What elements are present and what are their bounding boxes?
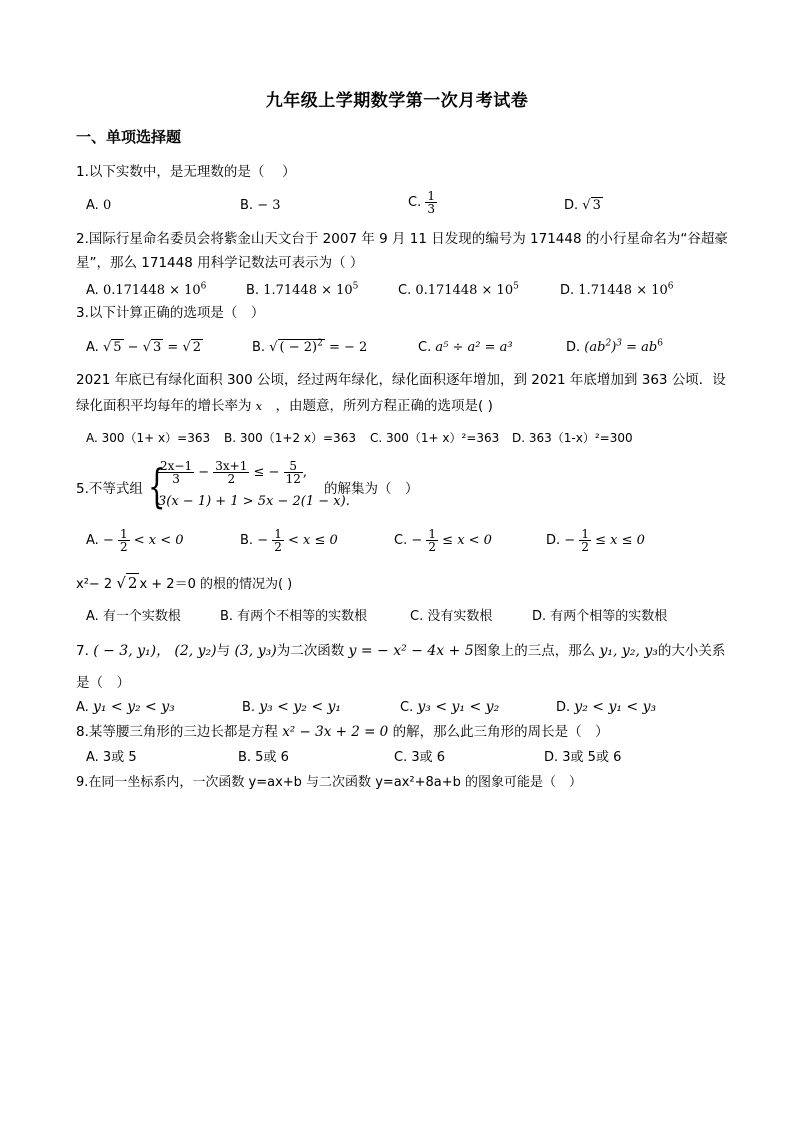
fraction: $\frac{1}{3}$: [427, 189, 435, 216]
q8-option-d[interactable]: D. 3或 5或 6: [544, 750, 622, 765]
question-5-stem-a: 5.不等式组: [76, 481, 143, 497]
q1-option-a[interactable]: A. 0: [86, 198, 112, 213]
section-heading: 一、单项选择题: [76, 128, 182, 146]
q7-option-b[interactable]: B. y₃ < y₂ < y₁: [242, 699, 342, 715]
q1-option-c[interactable]: C. $\frac{1}{3}$: [408, 189, 435, 216]
q3-option-b[interactable]: B. √ ( − 2)$^2$ = − 2: [252, 338, 368, 355]
q8-option-c[interactable]: C. 3或 6: [394, 750, 446, 765]
q7-option-a[interactable]: A. y₁ < y₂ < y₃: [76, 699, 175, 715]
q2-option-c[interactable]: C. $0.171448 \times 10^5$: [398, 281, 519, 298]
question-3-stem: 3.以下计算正确的选项是（ ）: [76, 305, 265, 321]
exam-page: 九年级上学期数学第一次月考试卷 一、单项选择题 1.以下实数中，是无理数的是（ ） A. 0 B. − 3 C. $\frac{1}{3}$ D. √ 3 2.国际行星命名委员会将紫金山天文台于 2007 年 9 月 11 日发现的编号为 171448 的小行星命名为“谷超豪 星”，那么 171448 用科学记数法可表示为（ ） A. $0.171448 \times 10^6$ B. $1.71448 \times 10^5$ C. $0.171448 \times 10^5$ D. $1.71448 \times 10^6$ 3.以下计算正确的选项是（ ） A. √ 5 − √ 3 = √ 2 B. √ ( − 2)$^2$ = − 2 C. a⁵ ÷ a² = a³ D. $(ab^2)^3 = ab^6$ 2021 年底已有绿化面积 300 公顷，经过两年绿化，绿化面积逐年增加，到 2021 年底增加到 363 公顷．设 绿化面积平均每年的增长率为 x ，由题意，所列方程正确的选项是( ) A. 300（1+ x）=363 B. 300（1+2 x）=363 C. 300（1+ x）²=363 D. 363（1-x）²=300 5.不等式组 { $\frac{2x-1}{3}$ − $\frac{3x+1}{2}$ ≤ − $\frac{5}{12}$ , 3(x − 1) + 1 > 5x − 2(1 − x). 的解集为（ ） A. − $\frac{1}{2}$ < x < 0 B. − $\frac{1}{2}$ < x ≤ 0 C. − $\frac{1}{2}$ ≤ x < 0 D. − $\frac{1}{2}$ ≤ x ≤ 0 x²− 2 √ 2 x + 2＝0 的根的情况为( ) A. 有一个实数根 B. 有两个不相等的实数根 C. 没有实数根 D. 有两个相等的实数根 7. ( − 3, y₁)， (2, y₂)与 (3, y₃)为二次函数 y = − x² − 4x + 5图象上的三点，那么 y₁, y₂, y₃的大小关系 是（ ） A. y₁ < y₂ < y₃ B. y₃ < y₂ < y₁ C. y₃ < y₁ < y₂ D. y₂ < y₁ < y₃ 8.某等腰三角形的三边长都是方程 x² − 3x + 2 = 0 的解，那么此三角形的周长是（ ） A. 3或 5 B. 5或 6 C. 3或 6 D. 3或 5或 6 9.在同一坐标系内，一次函数 y=ax+b 与二次函数 y=ax²+8a+b 的图象可能是（ ）: [0, 0, 794, 1123]
q8-option-a[interactable]: A. 3或 5: [86, 750, 137, 765]
question-8-stem: 8.某等腰三角形的三边长都是方程 x² − 3x + 2 = 0 的解，那么此三角形的周长是（ ）: [76, 724, 609, 740]
q6-option-d[interactable]: D. 有两个相等的实数根: [532, 609, 668, 624]
question-4-line2: 绿化面积平均每年的增长率为 x ，由题意，所列方程正确的选项是( ): [76, 398, 493, 414]
question-4-line1: 2021 年底已有绿化面积 300 公顷，经过两年绿化，绿化面积逐年增加，到 2021 年底增加到 363 公顷．设: [76, 372, 726, 388]
sqrt-symbol: √ 3: [582, 198, 601, 213]
q1-option-b[interactable]: B. − 3: [240, 198, 281, 213]
q4-option-b[interactable]: B. 300（1+2 x）=363: [224, 431, 356, 445]
q7-option-c[interactable]: C. y₃ < y₁ < y₂: [400, 699, 500, 715]
q3-option-a[interactable]: A. √ 5 − √ 3 = √ 2: [86, 340, 202, 355]
q8-option-b[interactable]: B. 5或 6: [238, 750, 289, 765]
question-2-line1: 2.国际行星命名委员会将紫金山天文台于 2007 年 9 月 11 日发现的编号为 171448 的小行星命名为“谷超豪: [76, 231, 728, 247]
question-6-stem: x²− 2 √ 2 x + 2＝0 的根的情况为( ): [76, 574, 293, 592]
brace-symbol: {: [148, 459, 166, 513]
q4-option-a[interactable]: A. 300（1+ x）=363: [86, 431, 211, 445]
page-title: 九年级上学期数学第一次月考试卷: [265, 91, 529, 111]
q6-option-c[interactable]: C. 没有实数根: [410, 609, 493, 624]
q2-option-d[interactable]: D. $1.71448 \times 10^6$: [560, 281, 674, 298]
question-5-stem-b: 的解集为（ ）: [324, 481, 419, 497]
q6-option-a[interactable]: A. 有一个实数根: [86, 609, 181, 624]
question-2-line2: 星”，那么 171448 用科学记数法可表示为（ ）: [76, 255, 364, 271]
q7-option-d[interactable]: D. y₂ < y₁ < y₃: [556, 699, 657, 715]
q1-option-d[interactable]: D. √ 3: [564, 198, 601, 213]
q4-option-d[interactable]: D. 363（1-x）²=300: [512, 431, 633, 445]
question-1-stem: 1.以下实数中，是无理数的是（ ）: [76, 164, 296, 180]
q3-option-c[interactable]: C. a⁵ ÷ a² = a³: [418, 340, 513, 355]
question-7-line1: 7. ( − 3, y₁)， (2, y₂)与 (3, y₃)为二次函数 y = − x² − 4x + 5图象上的三点，那么 y₁, y₂, y₃的大小关系: [76, 643, 726, 659]
q3-option-d[interactable]: D. $(ab^2)^3 = ab^6$: [566, 338, 663, 355]
question-9-stem: 9.在同一坐标系内，一次函数 y=ax+b 与二次函数 y=ax²+8a+b 的图象可能是（ ）: [76, 775, 583, 790]
q5-option-c[interactable]: C. − $\frac{1}{2}$ ≤ x < 0: [394, 527, 492, 554]
q5-option-d[interactable]: D. − $\frac{1}{2}$ ≤ x ≤ 0: [546, 527, 645, 554]
q4-option-c[interactable]: C. 300（1+ x）²=363: [370, 431, 500, 445]
q6-option-b[interactable]: B. 有两个不相等的实数根: [220, 609, 368, 624]
q2-option-b[interactable]: B. $1.71448 \times 10^5$: [246, 281, 359, 298]
q5-option-b[interactable]: B. − $\frac{1}{2}$ < x ≤ 0: [240, 527, 338, 554]
q5-option-a[interactable]: A. − $\frac{1}{2}$ < x < 0: [86, 527, 184, 554]
question-7-line2: 是（ ）: [76, 675, 130, 691]
q2-option-a[interactable]: A. $0.171448 \times 10^6$: [86, 281, 207, 298]
